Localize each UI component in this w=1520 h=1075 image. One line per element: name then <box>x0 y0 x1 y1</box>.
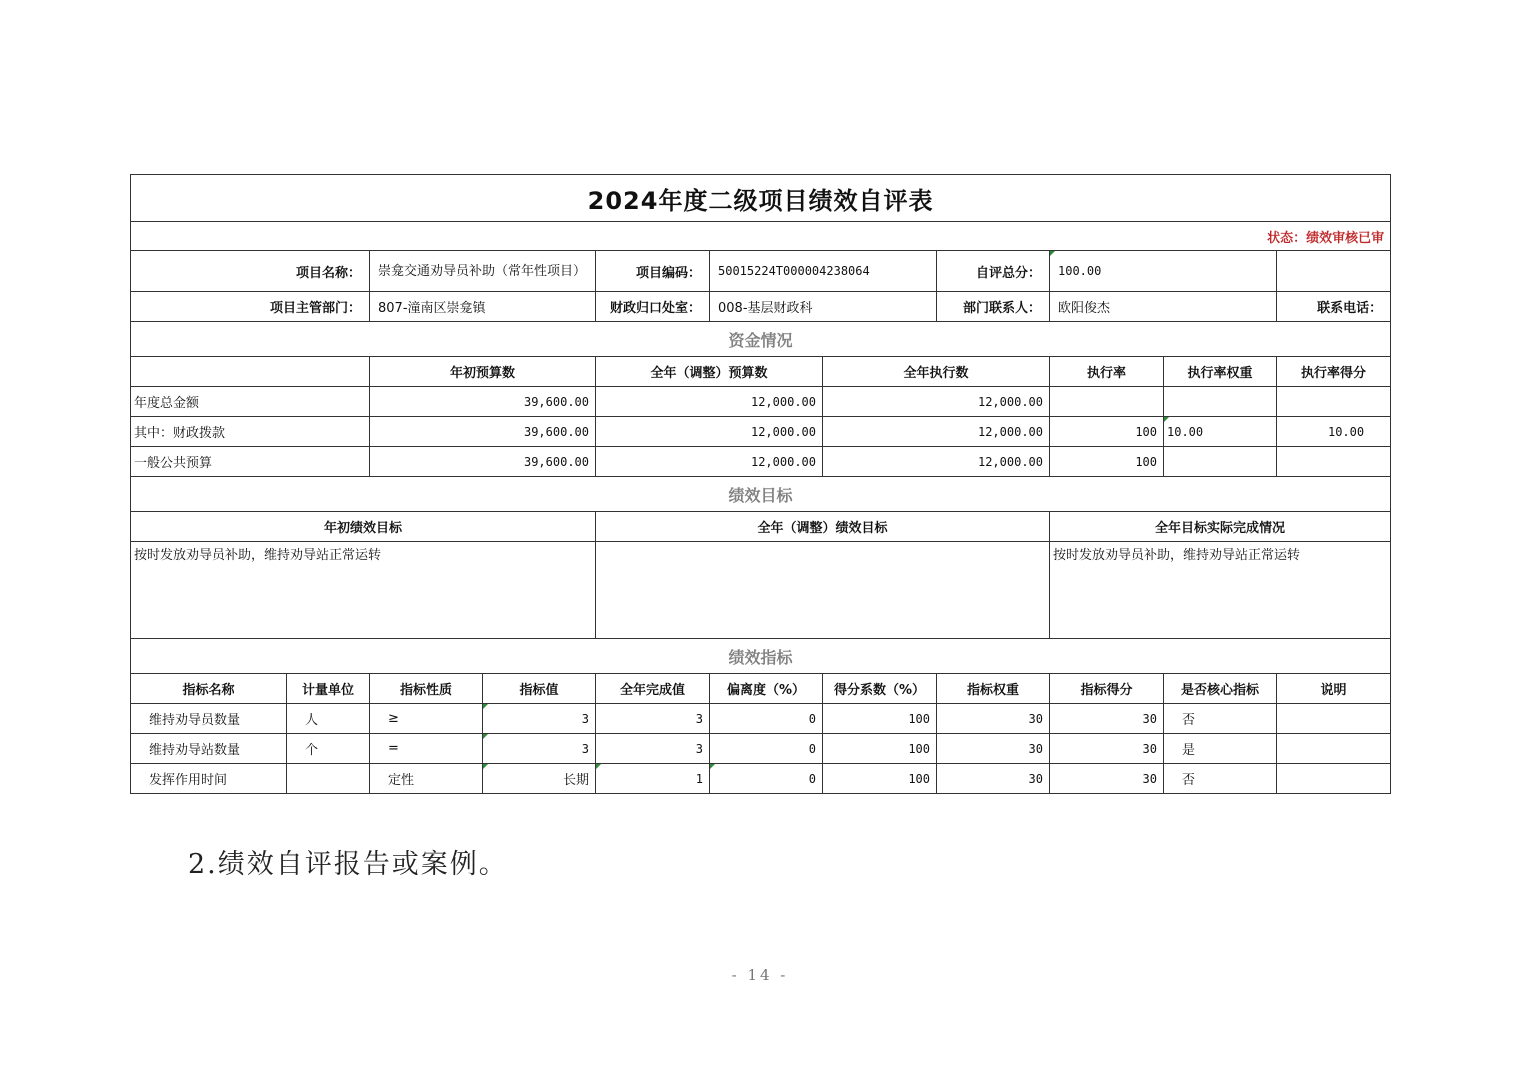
fund-weight: 10.00 <box>1164 417 1277 447</box>
phone-label: 联系电话： <box>1277 292 1391 322</box>
indicator-header: 全年完成值 <box>596 674 710 704</box>
finance-label: 财政归口处室： <box>596 292 710 322</box>
indicator-name: 发挥作用时间 <box>131 764 287 794</box>
indicator-nature: = <box>370 734 483 764</box>
fund-initial: 39,600.00 <box>370 387 596 417</box>
indicator-header: 是否核心指标 <box>1164 674 1277 704</box>
funds-header: 全年（调整）预算数 <box>596 357 823 387</box>
fund-executed: 12,000.00 <box>823 417 1050 447</box>
table-row <box>131 764 1391 794</box>
table-title: 2024年度二级项目绩效自评表 <box>131 175 1391 222</box>
fund-score <box>1277 447 1391 477</box>
indicator-core: 否 <box>1164 704 1277 734</box>
funds-header: 执行率 <box>1050 357 1164 387</box>
indicators-section-title: 绩效指标 <box>131 639 1391 674</box>
fund-rate: 100 <box>1050 417 1164 447</box>
fund-adjusted: 12,000.00 <box>596 447 823 477</box>
indicator-nature: ≥ <box>370 704 483 734</box>
indicator-header: 指标名称 <box>131 674 287 704</box>
indicator-header: 说明 <box>1277 674 1391 704</box>
project-code-value: 50015224T000004238064 <box>710 251 937 292</box>
indicator-target: 3 <box>483 704 596 734</box>
funds-section-title: 资金情况 <box>131 322 1391 357</box>
fund-initial: 39,600.00 <box>370 417 596 447</box>
indicator-score: 30 <box>1050 734 1164 764</box>
score-label: 自评总分： <box>937 251 1050 292</box>
indicator-weight: 30 <box>937 734 1050 764</box>
fund-score <box>1277 387 1391 417</box>
indicator-deviation: 0 <box>710 704 823 734</box>
fund-rate: 100 <box>1050 447 1164 477</box>
indicator-coefficient: 100 <box>823 704 937 734</box>
initial-goal-text: 按时发放劝导员补助，维持劝导站正常运转 <box>131 542 596 639</box>
dept-label: 项目主管部门： <box>131 292 370 322</box>
fund-executed: 12,000.00 <box>823 387 1050 417</box>
status-badge: 状态：绩效审核已审 <box>131 222 1391 251</box>
fund-name: 其中：财政拨款 <box>131 417 370 447</box>
contact-label: 部门联系人： <box>937 292 1050 322</box>
table-row <box>131 417 1391 447</box>
fund-rate <box>1050 387 1164 417</box>
indicator-unit: 个 <box>287 734 370 764</box>
indicator-header: 指标权重 <box>937 674 1050 704</box>
indicator-name: 维持劝导站数量 <box>131 734 287 764</box>
fund-name: 年度总金额 <box>131 387 370 417</box>
indicator-nature: 定性 <box>370 764 483 794</box>
page-number: - 14 - <box>731 966 789 984</box>
goals-header: 全年（调整）绩效目标 <box>596 512 1050 542</box>
adjusted-goal-text <box>596 542 1050 639</box>
funds-header: 年初预算数 <box>370 357 596 387</box>
indicator-target: 长期 <box>483 764 596 794</box>
section-heading: 2.绩效自评报告或案例。 <box>188 849 508 880</box>
goals-header: 全年目标实际完成情况 <box>1050 512 1391 542</box>
indicator-done: 1 <box>596 764 710 794</box>
funds-header: 执行率得分 <box>1277 357 1391 387</box>
indicator-header: 得分系数（%） <box>823 674 937 704</box>
fund-adjusted: 12,000.00 <box>596 387 823 417</box>
indicator-coefficient: 100 <box>823 764 937 794</box>
indicator-weight: 30 <box>937 764 1050 794</box>
indicator-score: 30 <box>1050 764 1164 794</box>
table-row <box>131 387 1391 417</box>
indicator-done: 3 <box>596 734 710 764</box>
table-row <box>131 447 1391 477</box>
fund-weight <box>1164 447 1277 477</box>
indicator-unit: 人 <box>287 704 370 734</box>
funds-header: 执行率权重 <box>1164 357 1277 387</box>
fund-score: 10.00 <box>1277 417 1391 447</box>
goals-section-title: 绩效目标 <box>131 477 1391 512</box>
indicator-done: 3 <box>596 704 710 734</box>
performance-table <box>130 174 1391 794</box>
indicator-unit <box>287 764 370 794</box>
indicator-score: 30 <box>1050 704 1164 734</box>
actual-goal-text: 按时发放劝导员补助，维持劝导站正常运转 <box>1050 542 1391 639</box>
goals-header: 年初绩效目标 <box>131 512 596 542</box>
project-name-label: 项目名称： <box>131 251 370 292</box>
table-row <box>131 704 1391 734</box>
indicator-name: 维持劝导员数量 <box>131 704 287 734</box>
finance-value: 008-基层财政科 <box>710 292 937 322</box>
fund-weight <box>1164 387 1277 417</box>
indicator-header: 指标得分 <box>1050 674 1164 704</box>
project-code-label: 项目编码： <box>596 251 710 292</box>
indicator-note <box>1277 704 1391 734</box>
dept-value: 807-潼南区崇龛镇 <box>370 292 596 322</box>
indicator-header: 指标值 <box>483 674 596 704</box>
indicator-note <box>1277 734 1391 764</box>
indicator-deviation: 0 <box>710 764 823 794</box>
contact-value: 欧阳俊杰 <box>1050 292 1277 322</box>
project-name-value: 崇龛交通劝导员补助（常年性项目） <box>370 251 596 292</box>
fund-executed: 12,000.00 <box>823 447 1050 477</box>
indicator-core: 否 <box>1164 764 1277 794</box>
indicator-header: 偏离度（%） <box>710 674 823 704</box>
indicator-target: 3 <box>483 734 596 764</box>
indicator-coefficient: 100 <box>823 734 937 764</box>
indicator-note <box>1277 764 1391 794</box>
indicator-weight: 30 <box>937 704 1050 734</box>
score-value: 100.00 <box>1050 251 1277 292</box>
fund-adjusted: 12,000.00 <box>596 417 823 447</box>
indicator-core: 是 <box>1164 734 1277 764</box>
fund-name: 一般公共预算 <box>131 447 370 477</box>
indicator-header: 计量单位 <box>287 674 370 704</box>
indicator-header: 指标性质 <box>370 674 483 704</box>
fund-initial: 39,600.00 <box>370 447 596 477</box>
table-row <box>131 734 1391 764</box>
funds-header: 全年执行数 <box>823 357 1050 387</box>
empty-cell <box>1277 251 1391 292</box>
indicator-deviation: 0 <box>710 734 823 764</box>
funds-header-blank <box>131 357 370 387</box>
